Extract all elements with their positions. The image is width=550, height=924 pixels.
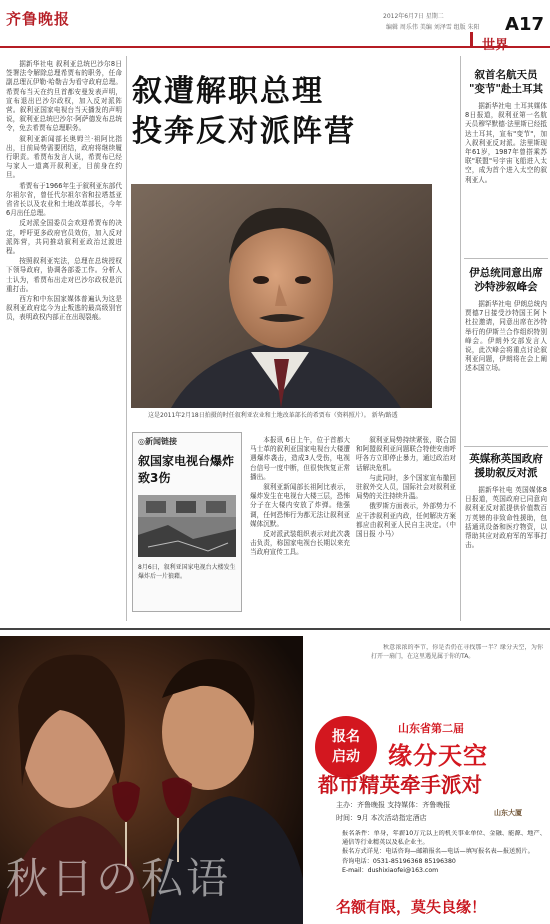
article-left-column [6,60,122,620]
sidebar-story-2-title [464,266,548,294]
paragraph: 据新华社电 土耳其媒体8日报道，叙利亚第一名航天员穆罕默德·法里斯已经抵达土耳其，宣布"变节"，加入叙利亚反对派。法里斯现年61岁，1987年曾搭乘苏联"联盟"号宇宙飞船进入太空，成为首个进入太空的叙利亚人。 [465,102,547,184]
title-line: 伊总统同意出席 [469,267,543,279]
badge-line: 报名 [332,729,360,745]
paragraph: 据新华社电 叙利亚总统巴沙尔8日签署法令解除总理希贾布的职务，任命副总理瓦伊勒·哈勒吉为看守政府总理。希贾布当天在约旦首都安曼发表声明，宣布退出巴沙尔政权，加入反对派阵营。叙利亚国家电视台当天播发的声明说，叙利亚总统巴沙尔·阿萨德发布总统令，免去希贾布总理职务。 [6,60,122,133]
ad-calligraphy-title: 秋日の私语 [6,854,232,903]
title-line: 英媒称英国政府 [469,453,543,465]
paragraph: 俄罗斯方面表示，外部势力不应干涉叙利亚内政，任何解决方案都应由叙利亚人民自主决定。（中国日报 小马） [356,502,456,539]
paragraph: 叙利亚新闻部长奥姆兰·祖阿比指出，目前局势需要团结，政府将继续履行职责。希贾布发言人说，希贾布已经与家人一道离开叙利亚，目前身在约旦。 [6,134,122,180]
ad-main-title: 缘分天空 [388,742,488,770]
ad-time-place: 时间：9月 本次活动指定酒店 [336,814,427,822]
sidebar-story-1-body [465,102,547,254]
title-line: "变节"赴土耳其 [469,83,543,95]
ad-sponsors: 主办：齐鲁晚报 支持媒体：齐鲁晚报 [336,801,451,809]
paragraph: 与此同时，多个国家宣布撤回驻叙外交人员，国际社会对叙利亚局势的关注持续升温。 [356,473,456,501]
main-headline [132,72,452,152]
title-line: 沙特涉叙峰会 [474,281,538,293]
sidebar-story-3-body [465,486,547,622]
dateline: 2012年6月7日 星期二 [383,13,444,20]
paragraph: 本报讯 6日上午，位于首都大马士革的叙利亚国家电视台大楼遭遇爆炸袭击，造成3人受伤，电视台信号一度中断，但很快恢复正常播出。 [250,436,350,481]
paragraph: 反对派武装组织表示对此次袭击负责，称国家电视台长期以来充当政府宣传工具。 [250,530,350,557]
news-link-tag-text: 新闻链接 [144,437,177,446]
headline-line-1: 叙遭解职总理 [132,74,324,109]
article-center-column [250,436,350,624]
section-label: 世界 [482,38,509,53]
ad-poem [371,644,543,704]
page-number: A17 [505,14,544,35]
section-marker [470,32,473,48]
contact-phone: 咨询电话：0531-85196368 85196380 [342,857,456,865]
photo-caption: 这是2011年2月18日拍摄的时任叙利亚农业和土地改革部长的希贾布（资料照片）。 新华/路透 [148,412,398,419]
paragraph: 报名方式详见：电话咨询—邮箱报名—电话—填写报名表—报送照片。 [342,848,534,856]
sidebar-divider [464,446,548,447]
hotel-logo: 山东大厦 [494,809,522,817]
news-link-title: 叙国家电视台爆炸致3伤 [138,454,235,485]
newspaper-logo: 齐鲁晚报 [6,10,71,28]
column-rule [126,56,127,621]
paragraph: 据新华社电 伊朗总统内贾德7日接受沙特国王阿卜杜拉邀请，同意出席在沙特举行的伊斯兰合作组织特别峰会。伊朗外交部发言人说，此次峰会将重点讨论叙利亚问题，伊朗将在会上阐述本国立场。 [465,300,547,373]
paragraph: 反对派全国委员会欢迎希贾布的决定，呼吁更多政府官员效仿，加入反对派阵营，共同推动叙利亚政治过渡进程。 [6,219,122,256]
title-line: 援助叙反对派 [474,467,538,479]
portrait-illustration [131,184,432,408]
news-link-caption: 8月6日，叙利亚国家电视台大楼发生爆炸后一片狼藉。 [138,564,236,580]
ad-edition: 山东省第二届 [398,722,464,735]
main-photo-portrait [131,184,432,408]
paragraph: 按照叙利亚宪法，总理在总统授权下领导政府，协调各部委工作。分析人士认为，希贾布出走对巴沙尔政权是沉重打击。 [6,257,122,293]
paragraph: 希贾布于1966年生于叙利亚东部代尔祖尔省，曾任代尔祖尔省和拉塔基亚省省长以及农业和土地改革部长，今年6月出任总理。 [6,181,122,218]
explosion-scene-illustration [138,495,236,557]
paragraph: 据新华社电 英国媒体8日报道，英国政府已同意向叙利亚反对派提供价值数百万英镑的非致命性援助，包括通讯设备和医疗物资，以帮助其应对政府军的军事打击。 [465,486,547,550]
paragraph: 报名条件：单身，年薪10万元以上的机关事业单位、金融、能源、地产、通信等行业精英以及私企业主。 [342,830,546,846]
paragraph: 西方和中东国家媒体普遍认为这是叙利亚政府迄今为止叛逃的最高级别官员，表明政权内部正在出现裂痕。 [6,295,122,322]
ad-registration-info [342,830,546,894]
ad-subtitle: 都市精英牵手派对 [318,773,482,797]
badge-line: 启动 [332,749,360,765]
ad-slogan: 名额有限，莫失良缘！ [336,898,487,916]
sidebar-divider [464,258,548,259]
column-rule [460,56,461,621]
title-line: 叙首名航天员 [474,69,538,81]
headline-line-2: 投奔反对派阵营 [132,114,356,149]
article-right-column [356,436,456,624]
paragraph: 叙利亚新闻部长祖阿比表示，爆炸发生在电视台大楼三层，恐怖分子在大楼内安放了炸弹。他强调，任何恐怖行为都无法让叙利亚媒体沉默。 [250,483,350,528]
paragraph: 叙利亚局势持续紧张，联合国和阿盟叙利亚问题联合特使安南呼吁各方立即停止暴力，通过政治对话解决危机。 [356,436,456,472]
sidebar-story-1-title [464,68,548,96]
editor-line: 编辑 周乐伟 美编 刘泽雪 组版 朱阳 [386,24,480,31]
sidebar-story-2-body [465,300,547,440]
news-link-tag: ◎新闻链接 [138,437,177,446]
contact-email: E-mail：dushixiaofei@163.com [342,867,439,875]
sidebar-story-3-title [464,452,548,480]
explosion-photo [138,495,236,557]
ad-divider [0,628,550,630]
paragraph: 秋意浓浓的季节，你是否仍在寻找那一半？缘分天空，为你打开一扇门，在这里遇见属于你的TA。 [371,644,543,660]
